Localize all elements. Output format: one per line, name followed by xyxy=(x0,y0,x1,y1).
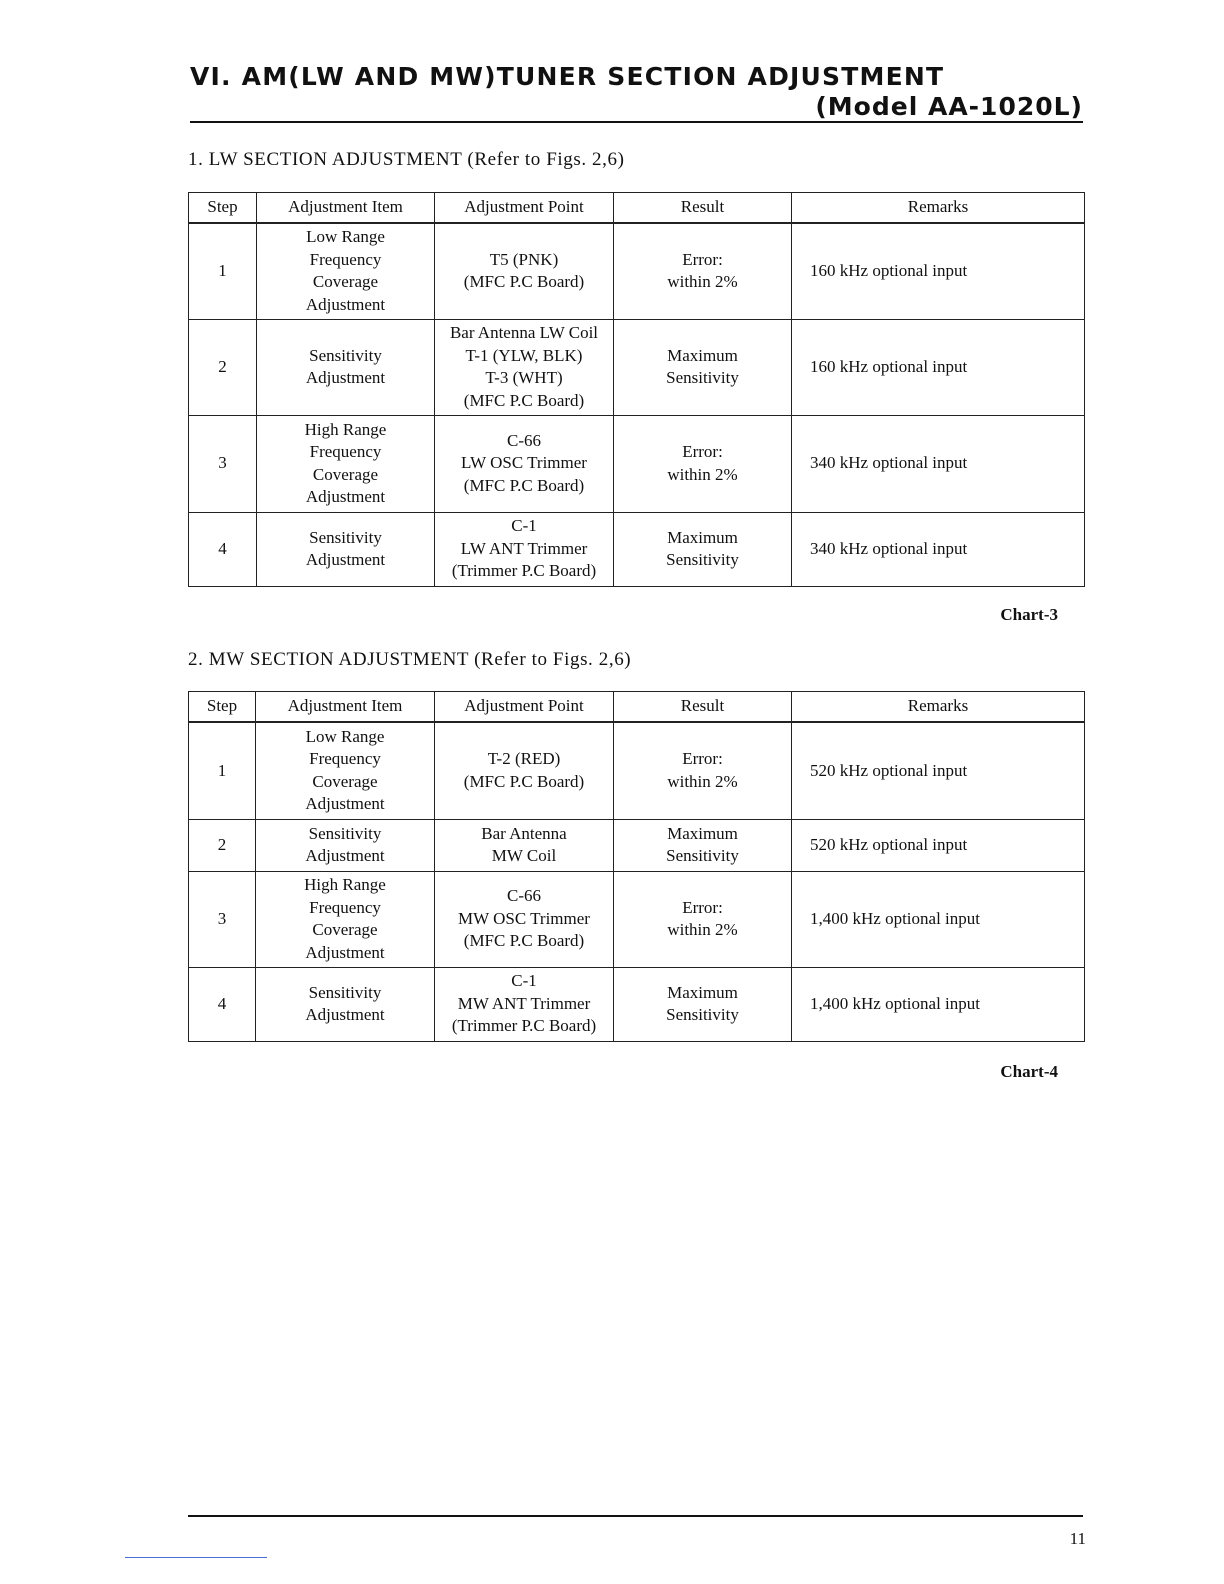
adjustment-item-cell: Sensitivity Adjustment xyxy=(256,819,435,871)
result-cell: Maximum Sensitivity xyxy=(614,967,792,1041)
title-rule xyxy=(190,121,1083,123)
adjustment-point-cell: C-66 LW OSC Trimmer (MFC P.C Board) xyxy=(435,415,614,512)
adjustment-point-cell: C-1 LW ANT Trimmer (Trimmer P.C Board) xyxy=(435,512,614,586)
adjustment-point-cell: Bar Antenna MW Coil xyxy=(435,819,614,871)
remarks-cell: 1,400 kHz optional input xyxy=(792,871,1085,967)
table-row xyxy=(189,415,1085,512)
remarks-cell: 520 kHz optional input xyxy=(792,722,1085,819)
col-header-result: Result xyxy=(614,193,792,224)
adjustment-point-cell: Bar Antenna LW Coil T-1 (YLW, BLK) T-3 (WHT) (MFC P.C Board) xyxy=(435,319,614,415)
table-header-row xyxy=(189,193,1085,224)
remarks-cell: 160 kHz optional input xyxy=(792,319,1085,415)
remarks-cell: 1,400 kHz optional input xyxy=(792,967,1085,1041)
adjustment-point-cell: T5 (PNK) (MFC P.C Board) xyxy=(435,223,614,319)
table-row xyxy=(189,819,1085,871)
adjustment-item-cell: Sensitivity Adjustment xyxy=(256,967,435,1041)
result-cell: Error: within 2% xyxy=(614,722,792,819)
adjustment-point-cell: T-2 (RED) (MFC P.C Board) xyxy=(435,722,614,819)
adjustment-point-cell: C-1 MW ANT Trimmer (Trimmer P.C Board) xyxy=(435,967,614,1041)
step-cell: 4 xyxy=(189,512,257,586)
col-header-adjustment-item: Adjustment Item xyxy=(256,692,435,723)
step-cell: 3 xyxy=(189,871,256,967)
table-row xyxy=(189,512,1085,586)
chart-4-label: Chart-4 xyxy=(1000,1062,1058,1081)
step-cell: 2 xyxy=(189,319,257,415)
result-cell: Error: within 2% xyxy=(614,415,792,512)
table-row xyxy=(189,722,1085,819)
lw-adjustment-table xyxy=(188,192,1085,587)
result-cell: Maximum Sensitivity xyxy=(614,512,792,586)
adjustment-item-cell: High Range Frequency Coverage Adjustment xyxy=(256,871,435,967)
section-title: VI. AM(LW AND MW)TUNER SECTION ADJUSTMENT xyxy=(190,62,945,91)
col-header-adjustment-point: Adjustment Point xyxy=(435,193,614,224)
adjustment-item-cell: Low Range Frequency Coverage Adjustment xyxy=(257,223,435,319)
step-cell: 1 xyxy=(189,722,256,819)
table-row xyxy=(189,967,1085,1041)
adjustment-item-cell: Sensitivity Adjustment xyxy=(257,319,435,415)
adjustment-item-cell: High Range Frequency Coverage Adjustment xyxy=(257,415,435,512)
model-label: (Model AA-1020L) xyxy=(815,92,1083,121)
table-row xyxy=(189,871,1085,967)
col-header-result: Result xyxy=(614,692,792,723)
adjustment-item-cell: Low Range Frequency Coverage Adjustment xyxy=(256,722,435,819)
col-header-remarks: Remarks xyxy=(792,193,1085,224)
col-header-adjustment-item: Adjustment Item xyxy=(257,193,435,224)
mw-section-heading: 2. MW SECTION ADJUSTMENT (Refer to Figs. 2,6) xyxy=(188,649,632,670)
adjustment-item-cell: Sensitivity Adjustment xyxy=(257,512,435,586)
table-row xyxy=(189,223,1085,319)
table-header-row xyxy=(189,692,1085,723)
mw-adjustment-table xyxy=(188,691,1085,1042)
col-header-step: Step xyxy=(189,692,256,723)
result-cell: Error: within 2% xyxy=(614,871,792,967)
page-number: 11 xyxy=(1069,1529,1086,1548)
chart-3-label: Chart-3 xyxy=(1000,605,1058,624)
remarks-cell: 340 kHz optional input xyxy=(792,415,1085,512)
adjustment-point-cell: C-66 MW OSC Trimmer (MFC P.C Board) xyxy=(435,871,614,967)
step-cell: 1 xyxy=(189,223,257,319)
result-cell: Maximum Sensitivity xyxy=(614,319,792,415)
footer-rule xyxy=(188,1515,1083,1517)
step-cell: 2 xyxy=(189,819,256,871)
remarks-cell: 340 kHz optional input xyxy=(792,512,1085,586)
result-cell: Maximum Sensitivity xyxy=(614,819,792,871)
col-header-remarks: Remarks xyxy=(792,692,1085,723)
step-cell: 3 xyxy=(189,415,257,512)
table-row xyxy=(189,319,1085,415)
lw-section-heading: 1. LW SECTION ADJUSTMENT (Refer to Figs. 2,6) xyxy=(188,149,625,170)
result-cell: Error: within 2% xyxy=(614,223,792,319)
remarks-cell: 520 kHz optional input xyxy=(792,819,1085,871)
divider xyxy=(125,1557,267,1558)
col-header-step: Step xyxy=(189,193,257,224)
remarks-cell: 160 kHz optional input xyxy=(792,223,1085,319)
col-header-adjustment-point: Adjustment Point xyxy=(435,692,614,723)
step-cell: 4 xyxy=(189,967,256,1041)
